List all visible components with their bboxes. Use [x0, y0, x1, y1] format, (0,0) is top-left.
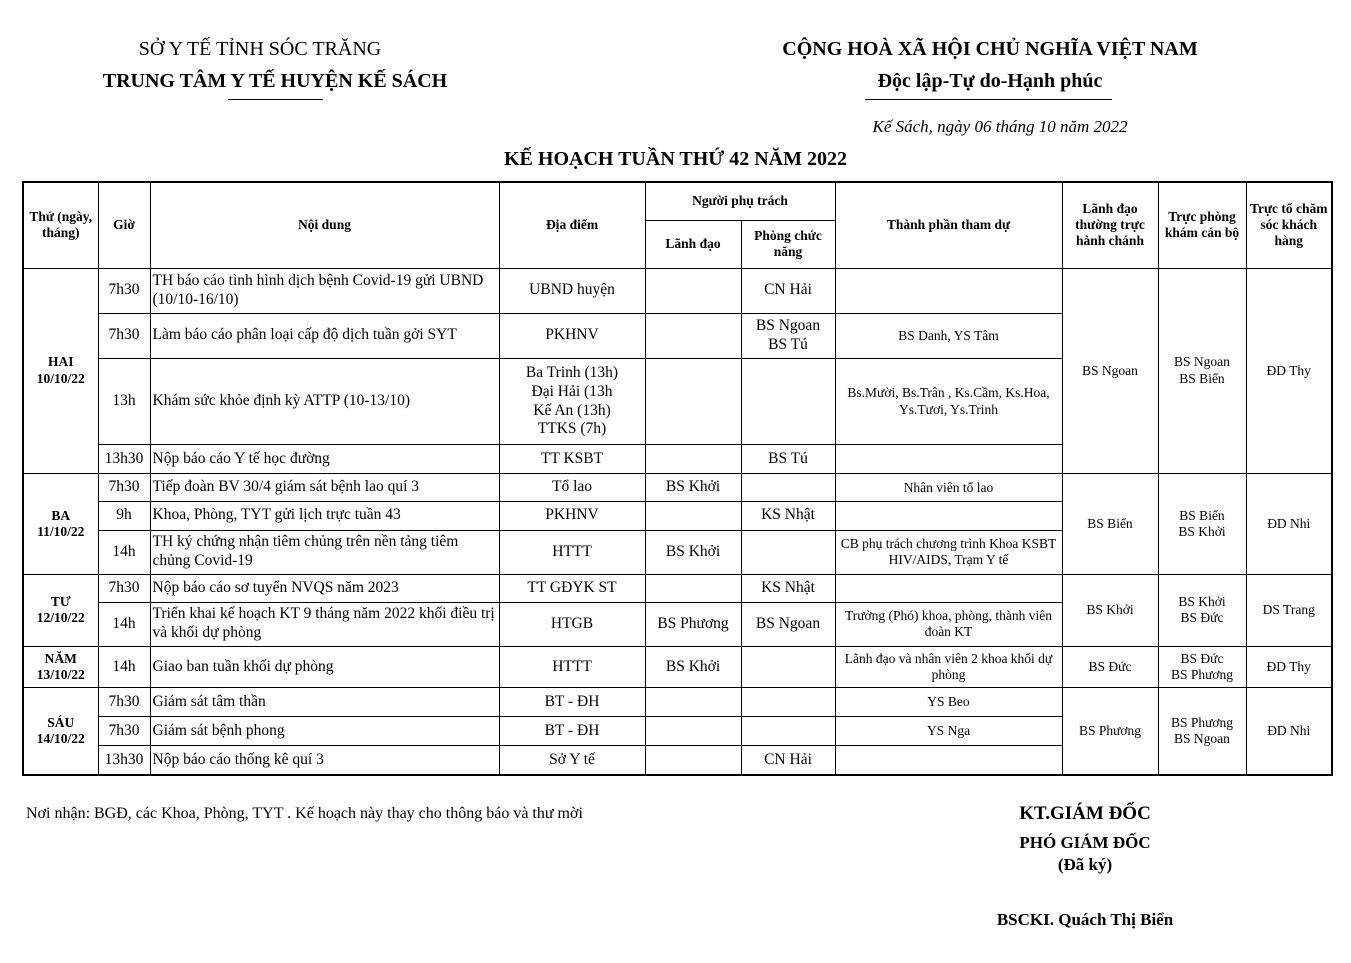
header-content: Nội dung [150, 182, 499, 268]
location-cell: BT - ĐH [499, 688, 645, 717]
leader-cell [645, 746, 741, 775]
duty-clinic-name: BS Biển [1179, 370, 1225, 386]
department-name: BS Ngoan [755, 316, 821, 334]
time-cell: 7h30 [98, 574, 150, 602]
department-cell [741, 358, 835, 444]
department-cell: KS Nhật [741, 502, 835, 530]
leader-cell: BS Phương [645, 602, 741, 646]
department-name: BS Tú [768, 335, 808, 353]
leader-cell [645, 502, 741, 530]
content-cell: Khoa, Phòng, TYT gửi lịch trực tuần 43 [150, 502, 499, 530]
duty-clinic-name: BS Phương [1170, 714, 1234, 730]
location-cell: UBND huyện [499, 268, 645, 313]
location-line: Đại Hải (13h [531, 382, 613, 400]
time-cell: 14h [98, 602, 150, 646]
participants-cell: Nhân viên tổ lao [835, 474, 1062, 502]
time-cell: 14h [98, 646, 150, 687]
duty-clinic-name: BS Ngoan [1174, 731, 1230, 747]
duty-clinic-name: BS Khởi [1178, 523, 1226, 539]
exec-leader-cell: BS Khởi [1062, 574, 1158, 646]
content-cell: Tiếp đoàn BV 30/4 giám sát bệnh lao quí 3 [150, 474, 499, 502]
duty-care-cell: ĐD Nhi [1246, 688, 1332, 775]
leader-cell: BS Khởi [645, 474, 741, 502]
header-duty-clinic: Trực phòng khám cán bộ [1158, 182, 1246, 268]
participants-cell: YS Beo [835, 688, 1062, 717]
duty-clinic-name: BS Phương [1170, 667, 1234, 683]
location-cell [499, 358, 645, 444]
day-name: HAI [47, 354, 74, 370]
participants-cell: CB phụ trách chương trình Khoa KSBT HIV/AIDS, Trạm Y tế [835, 530, 1062, 574]
department-cell: BS Tú [741, 445, 835, 474]
duty-care-cell: ĐD Nhi [1246, 474, 1332, 574]
content-cell: TH báo cáo tình hình dịch bệnh Covid-19 gửi UBND (10/10-16/10) [150, 268, 499, 313]
location-cell: HTGB [499, 602, 645, 646]
signer-name: BSCKI. Quách Thị Biển [996, 910, 1174, 929]
header-leader: Lãnh đạo [645, 220, 741, 268]
location-line: TTKS (7h) [537, 420, 607, 438]
participants-cell: Bs.Mười, Bs.Trân , Ks.Cầm, Ks.Hoa, Ys.Tươi, Ys.Trinh [835, 358, 1062, 444]
header-right-underline [865, 99, 1112, 100]
time-cell: 14h [98, 530, 150, 574]
national-motto: Độc lập-Tự do-Hạnh phúc [877, 70, 1103, 92]
duty-clinic-name: BS Biển [1179, 507, 1225, 523]
location-cell: TT KSBT [499, 445, 645, 474]
location-cell: PKHNV [499, 502, 645, 530]
location-cell: HTTT [499, 530, 645, 574]
content-cell: Giám sát tâm thần [150, 688, 499, 717]
header-location: Địa điểm [499, 182, 645, 268]
location-cell: Tổ lao [499, 474, 645, 502]
day-cell-wed [23, 574, 98, 646]
duty-care-cell: ĐD Thy [1246, 646, 1332, 687]
leader-cell [645, 313, 741, 358]
duty-clinic-cell [1158, 646, 1246, 687]
content-cell: Triển khai kế hoạch KT 9 tháng năm 2022 khối điều trị và khối dự phòng [150, 602, 499, 646]
department-cell [741, 688, 835, 717]
leader-cell [645, 445, 741, 474]
department-cell: KS Nhật [741, 574, 835, 602]
national-title: CỘNG HOÀ XÃ HỘI CHỦ NGHĨA VIỆT NAM [782, 38, 1198, 60]
time-cell: 7h30 [98, 474, 150, 502]
signature-title: KT.GIÁM ĐỐC [1019, 803, 1151, 824]
day-date: 10/10/22 [36, 370, 85, 386]
content-cell: Nộp báo cáo sơ tuyển NVQS năm 2023 [150, 574, 499, 602]
table-row [23, 474, 1332, 502]
day-name: BA [51, 507, 71, 523]
leader-cell [645, 358, 741, 444]
day-cell-tue [23, 474, 98, 574]
location-cell: TT GĐYK ST [499, 574, 645, 602]
day-date: 14/10/22 [36, 731, 85, 747]
participants-cell: YS Nga [835, 717, 1062, 746]
duty-clinic-cell [1158, 574, 1246, 646]
time-cell: 7h30 [98, 688, 150, 717]
recipients-note: Nơi nhận: BGĐ, các Khoa, Phòng, TYT . Kế hoạch này thay cho thông báo và thư mời [26, 805, 583, 822]
leader-cell: BS Khởi [645, 530, 741, 574]
exec-leader-cell: BS Ngoan [1062, 268, 1158, 474]
signature-subtitle: PHÓ GIÁM ĐỐC [1019, 833, 1151, 852]
time-cell: 7h30 [98, 313, 150, 358]
day-cell-fri [23, 688, 98, 775]
header-day: Thứ (ngày, tháng) [23, 182, 98, 268]
content-cell: Giao ban tuần khối dự phòng [150, 646, 499, 687]
content-cell: Làm báo cáo phân loại cấp độ dịch tuần gởi SYT [150, 313, 499, 358]
duty-clinic-name: BS Ngoan [1174, 354, 1230, 370]
center-name: TRUNG TÂM Y TẾ HUYỆN KẾ SÁCH [102, 70, 448, 92]
participants-cell [835, 268, 1062, 313]
header-department: Phòng chức năng [741, 220, 835, 268]
department-cell [741, 717, 835, 746]
duty-clinic-cell [1158, 268, 1246, 474]
content-cell: Nộp báo cáo thống kê quí 3 [150, 746, 499, 775]
table-row [23, 574, 1332, 602]
time-cell: 13h30 [98, 445, 150, 474]
department-cell [741, 646, 835, 687]
table-row [23, 688, 1332, 717]
department-cell: CN Hải [741, 268, 835, 313]
day-date: 11/10/22 [37, 523, 85, 539]
department-cell [741, 313, 835, 358]
leader-cell [645, 717, 741, 746]
duty-clinic-name: BS Khởi [1178, 593, 1226, 609]
header-duty-care: Trực tổ chăm sóc khách hàng [1246, 182, 1332, 268]
leader-cell [645, 688, 741, 717]
header-responsible: Người phụ trách [645, 182, 835, 220]
participants-cell [835, 502, 1062, 530]
table-row [23, 268, 1332, 313]
location-line: Kế An (13h) [533, 401, 611, 419]
time-cell: 13h30 [98, 746, 150, 775]
participants-cell [835, 445, 1062, 474]
department-cell [741, 474, 835, 502]
signature-note: (Đã ký) [1057, 855, 1113, 874]
location-cell: HTTT [499, 646, 645, 687]
duty-clinic-cell [1158, 688, 1246, 775]
header-exec-leader: Lãnh đạo thường trực hành chánh [1062, 182, 1158, 268]
header-time: Giờ [98, 182, 150, 268]
participants-cell [835, 574, 1062, 602]
participants-cell: Lãnh đạo và nhân viên 2 khoa khối dự phòng [835, 646, 1062, 687]
time-cell: 13h [98, 358, 150, 444]
leader-cell [645, 574, 741, 602]
content-cell: Khám sức khỏe định kỳ ATTP (10-13/10) [150, 358, 499, 444]
duty-clinic-name: BS Đức [1180, 610, 1224, 626]
day-cell-mon [23, 268, 98, 474]
content-cell: TH ký chứng nhận tiêm chủng trên nền tảng tiêm chủng Covid-19 [150, 530, 499, 574]
duty-care-cell: DS Trang [1246, 574, 1332, 646]
location-cell: BT - ĐH [499, 717, 645, 746]
leader-cell [645, 268, 741, 313]
location-line: Ba Trinh (13h) [525, 363, 619, 381]
day-date: 12/10/22 [36, 610, 85, 626]
exec-leader-cell: BS Đức [1062, 646, 1158, 687]
participants-cell: BS Danh, YS Tâm [835, 313, 1062, 358]
exec-leader-cell: BS Phương [1062, 688, 1158, 775]
location-cell: PKHNV [499, 313, 645, 358]
location-cell: Sở Y tế [499, 746, 645, 775]
content-cell: Nộp báo cáo Y tế học đường [150, 445, 499, 474]
day-name: TƯ [50, 593, 71, 609]
day-cell-thu [23, 646, 98, 687]
participants-cell: Trưởng (Phó) khoa, phòng, thành viên đoàn KT [835, 602, 1062, 646]
day-name: NĂM [44, 650, 77, 666]
duty-clinic-name: BS Đức [1180, 650, 1224, 666]
participants-cell [835, 746, 1062, 775]
department-cell: CN Hải [741, 746, 835, 775]
plan-title: KẾ HOẠCH TUẦN THỨ 42 NĂM 2022 [504, 148, 847, 170]
header-left-underline [228, 99, 323, 100]
date-line: Kế Sách, ngày 06 tháng 10 năm 2022 [872, 117, 1128, 136]
duty-care-cell: ĐD Thy [1246, 268, 1332, 474]
header-participants: Thành phần tham dự [835, 182, 1062, 268]
day-name: SÁU [47, 714, 75, 730]
department-cell [741, 530, 835, 574]
time-cell: 7h30 [98, 268, 150, 313]
time-cell: 9h [98, 502, 150, 530]
department-name: SỞ Y TẾ TỈNH SÓC TRĂNG [138, 38, 382, 60]
weekly-schedule-table [22, 181, 1333, 776]
content-cell: Giám sát bệnh phong [150, 717, 499, 746]
table-row [23, 646, 1332, 687]
leader-cell: BS Khởi [645, 646, 741, 687]
department-cell: BS Ngoan [741, 602, 835, 646]
day-date: 13/10/22 [36, 667, 85, 683]
time-cell: 7h30 [98, 717, 150, 746]
exec-leader-cell: BS Biển [1062, 474, 1158, 574]
duty-clinic-cell [1158, 474, 1246, 574]
